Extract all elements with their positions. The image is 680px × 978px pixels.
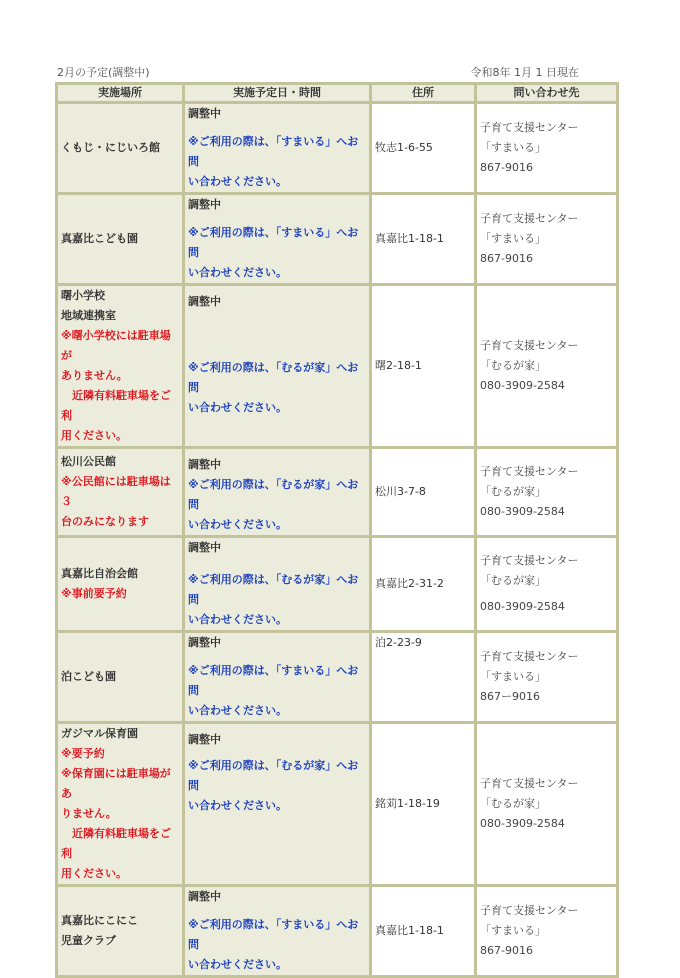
status-text: 調整中 (188, 458, 221, 471)
inquiry-note: ※ご利用の際は、「すまいる」へお問 (188, 664, 359, 697)
inquiry-note: ※ご利用の際は、「すまいる」へお問 (188, 918, 359, 951)
place-cell (57, 886, 184, 977)
contact-phone: 867-9016 (480, 252, 533, 265)
inquiry-note: ※ご利用の際は、「むるが家」へお問 (188, 759, 359, 792)
address-cell: 真嘉比1-18-1 (371, 194, 476, 285)
parking-note: 近隣有料駐車場をご利 (61, 389, 171, 422)
contact-center: 「むるが家」 (480, 359, 546, 372)
status-text: 調整中 (188, 636, 221, 649)
contact-org: 子育て支援センター (480, 904, 579, 917)
table-row (57, 194, 618, 285)
contact-center: 「むるが家」 (480, 574, 546, 587)
place-name: くもじ・にじいろ館 (61, 141, 160, 154)
table-row (57, 886, 618, 977)
place-cell (57, 285, 184, 448)
contact-phone: 867-9016 (480, 944, 533, 957)
contact-phone: 080-3909-2584 (480, 379, 565, 392)
place-cell (57, 448, 184, 537)
place-name-sub: 児童クラブ (61, 934, 116, 947)
address-cell: 牧志1-6-55 (371, 103, 476, 194)
reservation-note: ※要予約 (61, 747, 105, 760)
address-cell: 銘苅1-18-19 (371, 723, 476, 886)
inquiry-note-cont: い合わせください。 (188, 704, 287, 717)
inquiry-note-cont: い合わせください。 (188, 799, 287, 812)
contact-org: 子育て支援センター (480, 650, 579, 663)
table-row (57, 103, 618, 194)
date-cell (184, 537, 371, 632)
place-name-sub: 地域連携室 (61, 309, 116, 322)
table-row (57, 632, 618, 723)
place-cell (57, 632, 184, 723)
header-contact: 問い合わせ先 (476, 84, 618, 103)
place-name: ガジマル保育園 (61, 727, 138, 740)
date-cell (184, 886, 371, 977)
inquiry-note: ※ご利用の際は、「すまいる」へお問 (188, 135, 359, 168)
schedule-caption (57, 64, 579, 80)
contact-phone: 080-3909-2584 (480, 600, 565, 613)
status-text: 調整中 (188, 890, 221, 903)
contact-org: 子育て支援センター (480, 121, 579, 134)
contact-phone: 867ー9016 (480, 690, 540, 703)
status-text: 調整中 (188, 198, 221, 211)
header-address: 住所 (371, 84, 476, 103)
date-cell (184, 632, 371, 723)
contact-cell (476, 103, 618, 194)
status-text: 調整中 (188, 107, 221, 120)
contact-cell (476, 285, 618, 448)
schedule-month-label: 2月の予定(調整中) (57, 66, 150, 79)
parking-note: ※保育園には駐車場があ (61, 767, 171, 800)
inquiry-note-cont: い合わせください。 (188, 266, 287, 279)
schedule-table (55, 82, 619, 978)
contact-cell (476, 886, 618, 977)
contact-cell (476, 537, 618, 632)
date-cell (184, 448, 371, 537)
status-text: 調整中 (188, 295, 221, 308)
address-cell: 真嘉比2-31-2 (371, 537, 476, 632)
place-cell (57, 723, 184, 886)
place-cell (57, 194, 184, 285)
contact-phone: 867-9016 (480, 161, 533, 174)
place-cell (57, 103, 184, 194)
contact-center: 「すまいる」 (480, 924, 546, 937)
date-cell (184, 103, 371, 194)
parking-note: ※公民館には駐車場は３ (61, 475, 171, 508)
contact-cell (476, 632, 618, 723)
inquiry-note-cont: い合わせください。 (188, 518, 287, 531)
parking-note: ありません。 (61, 369, 128, 382)
table-row (57, 448, 618, 537)
parking-note: 用ください。 (61, 867, 127, 880)
contact-center: 「すまいる」 (480, 670, 546, 683)
contact-center: 「すまいる」 (480, 232, 546, 245)
place-name: 真嘉比こども園 (61, 232, 138, 245)
inquiry-note: ※ご利用の際は、「むるが家」へお問 (188, 573, 359, 606)
contact-center: 「すまいる」 (480, 141, 546, 154)
parking-note: りません。 (61, 807, 117, 820)
contact-phone: 080-3909-2584 (480, 505, 565, 518)
place-name: 真嘉比自治会館 (61, 567, 138, 580)
contact-cell (476, 448, 618, 537)
date-cell (184, 285, 371, 448)
inquiry-note: ※ご利用の際は、「むるが家」へお問 (188, 478, 359, 511)
inquiry-note: ※ご利用の際は、「すまいる」へお問 (188, 226, 359, 259)
table-row (57, 723, 618, 886)
contact-org: 子育て支援センター (480, 339, 579, 352)
place-name: 松川公民館 (61, 455, 116, 468)
address-cell: 松川3-7-8 (371, 448, 476, 537)
parking-note: ※曙小学校には駐車場が (61, 329, 171, 362)
address-cell: 泊2-23-9 (371, 632, 476, 723)
inquiry-note-cont: い合わせください。 (188, 958, 287, 971)
parking-note: 用ください。 (61, 429, 127, 442)
contact-cell (476, 723, 618, 886)
status-text: 調整中 (188, 541, 221, 554)
place-cell (57, 537, 184, 632)
reservation-note: ※事前要予約 (61, 587, 127, 600)
as-of-date: 令和8年 1月 1 日現在 (470, 66, 579, 79)
contact-center: 「むるが家」 (480, 797, 546, 810)
contact-org: 子育て支援センター (480, 212, 579, 225)
inquiry-note-cont: い合わせください。 (188, 613, 287, 626)
header-place: 実施場所 (57, 84, 184, 103)
contact-cell (476, 194, 618, 285)
contact-center: 「むるが家」 (480, 485, 546, 498)
table-row (57, 285, 618, 448)
address-cell: 曙2-18-1 (371, 285, 476, 448)
contact-org: 子育て支援センター (480, 465, 579, 478)
contact-org: 子育て支援センター (480, 554, 579, 567)
parking-note: 台のみになります (61, 515, 149, 528)
date-cell (184, 723, 371, 886)
place-name: 曙小学校 (61, 289, 105, 302)
place-name: 泊こども園 (61, 670, 116, 683)
inquiry-note-cont: い合わせください。 (188, 175, 287, 188)
table-header-row (57, 84, 618, 103)
date-cell (184, 194, 371, 285)
address-cell: 真嘉比1-18-1 (371, 886, 476, 977)
status-text: 調整中 (188, 733, 221, 746)
contact-phone: 080-3909-2584 (480, 817, 565, 830)
place-name: 真嘉比にこにこ (61, 914, 138, 927)
contact-org: 子育て支援センター (480, 777, 579, 790)
header-date-time: 実施予定日・時間 (184, 84, 371, 103)
parking-note: 近隣有料駐車場をご利 (61, 827, 171, 860)
table-row (57, 537, 618, 632)
inquiry-note-cont: い合わせください。 (188, 401, 287, 414)
inquiry-note: ※ご利用の際は、「むるが家」へお問 (188, 361, 359, 394)
